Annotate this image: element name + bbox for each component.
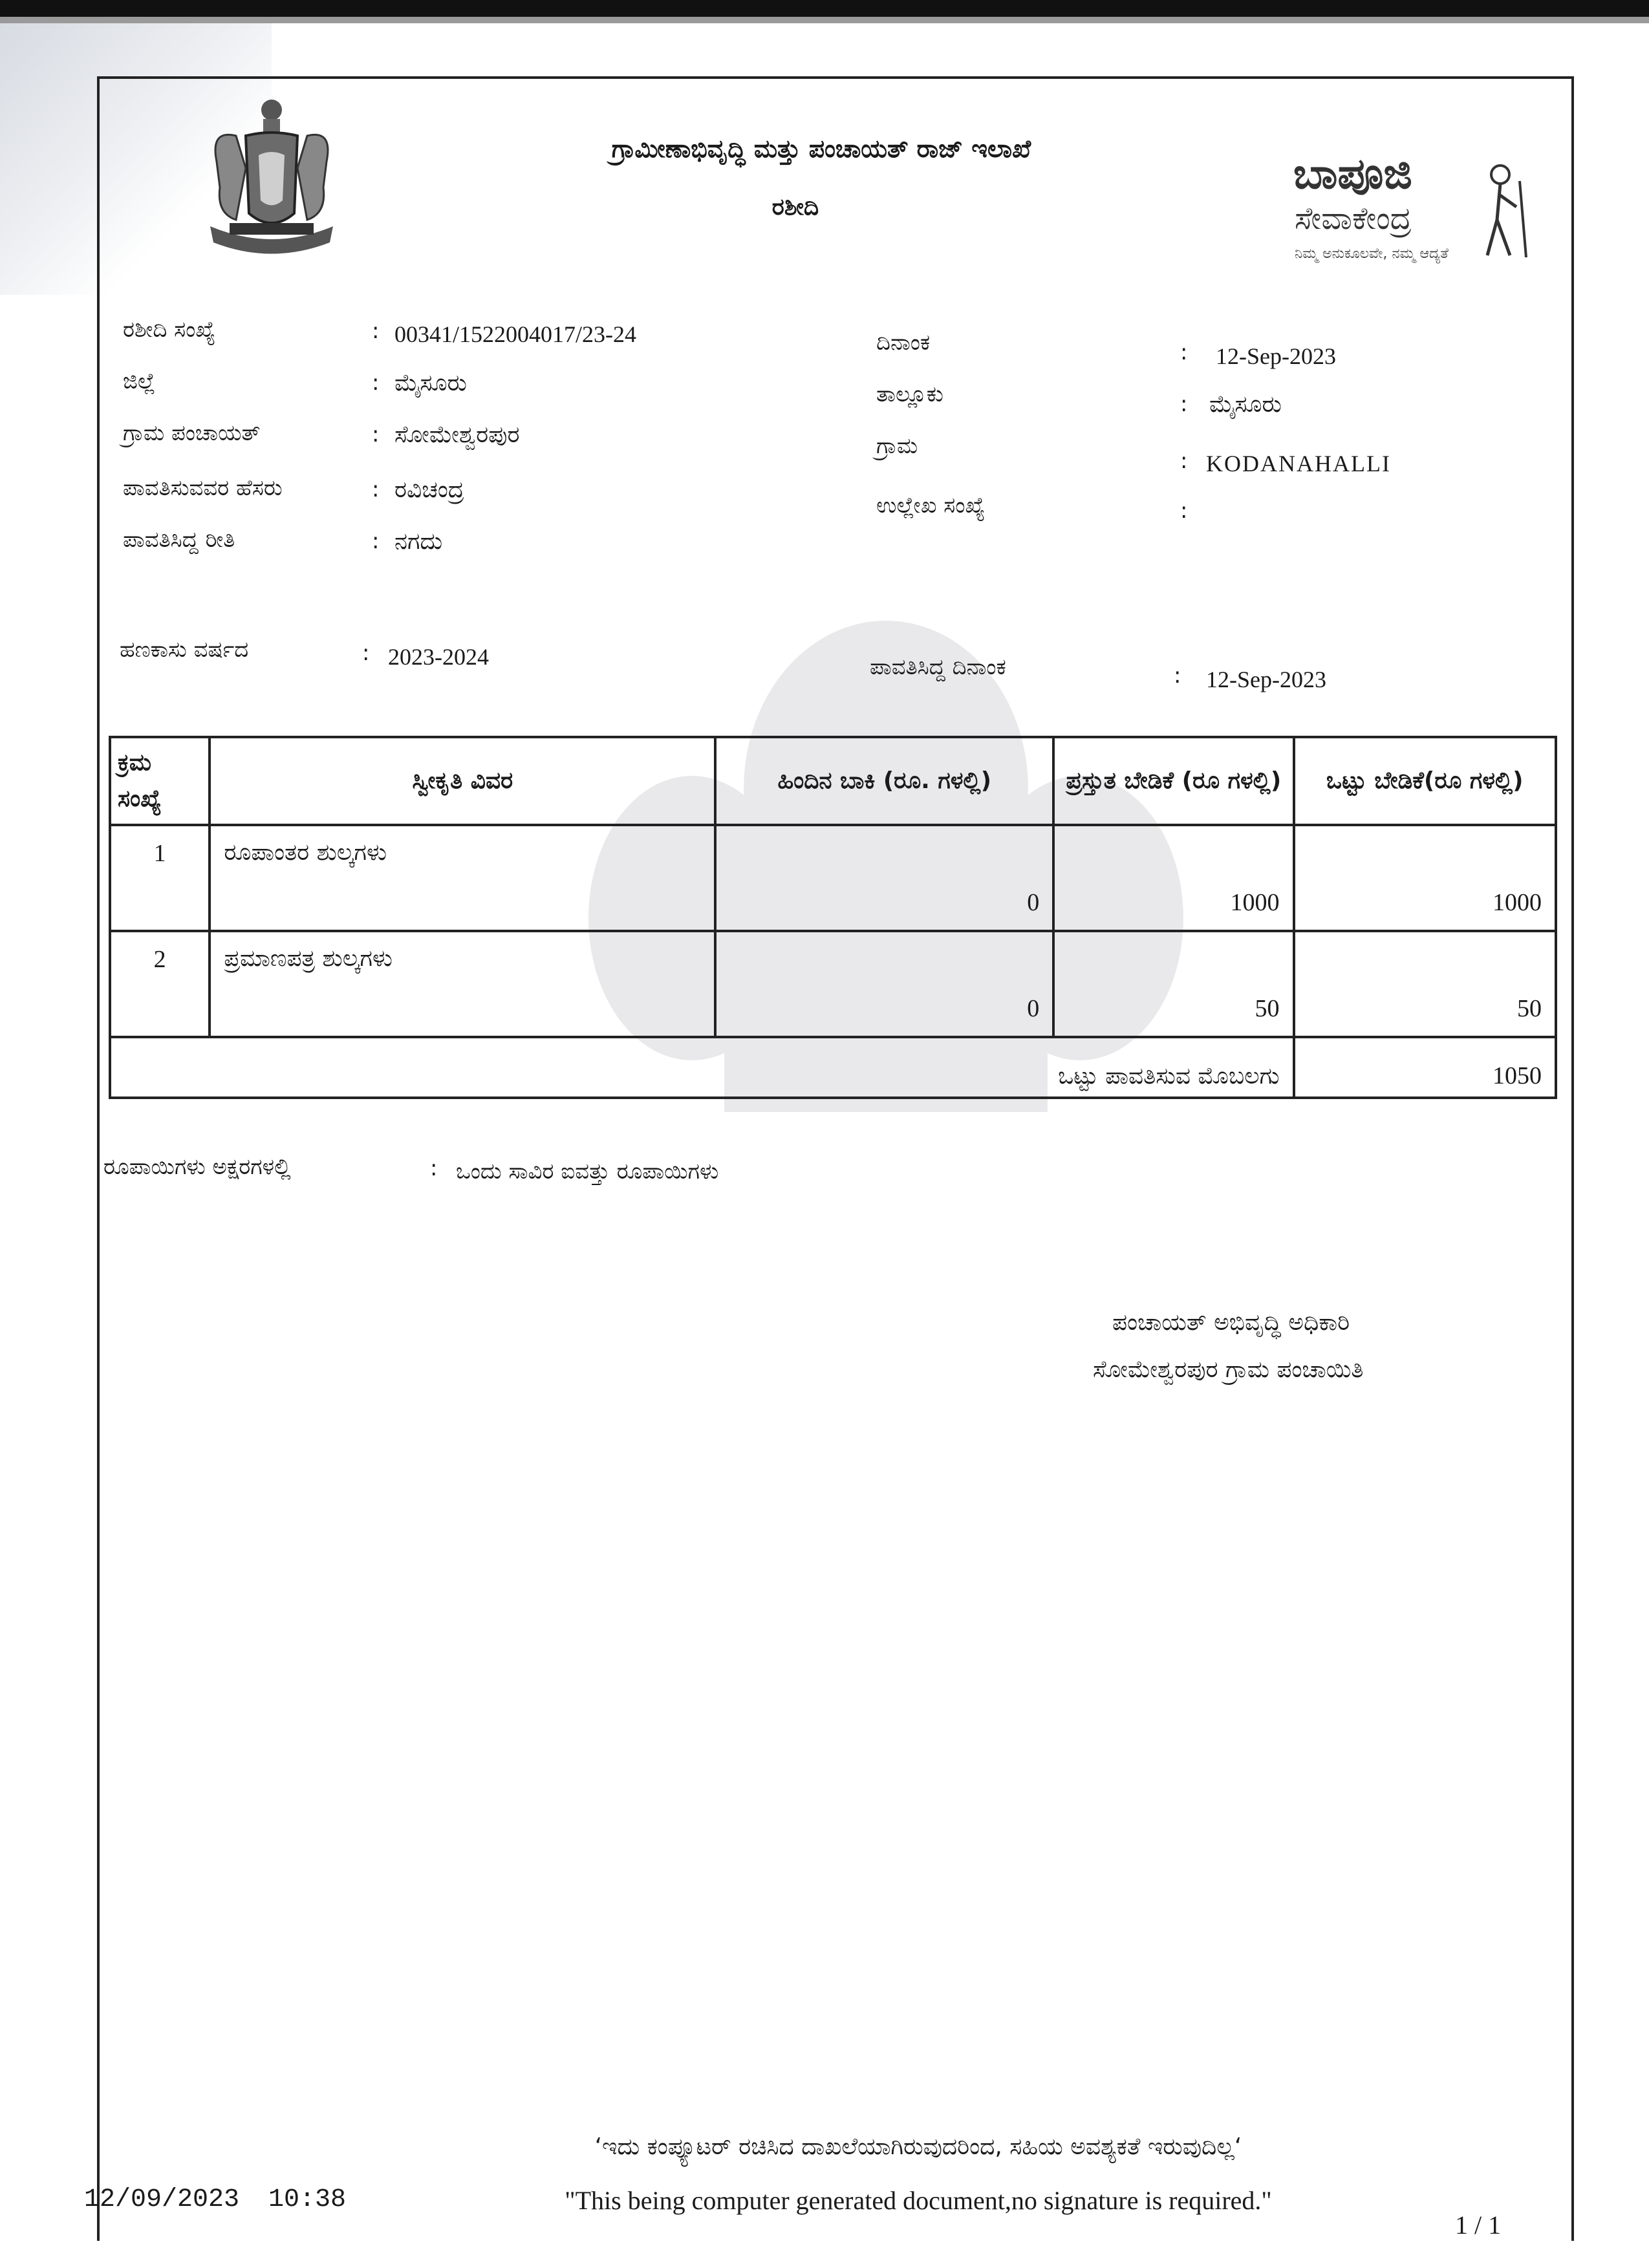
colon: :	[372, 476, 380, 502]
date-value: 12-Sep-2023	[1216, 343, 1336, 369]
colon: :	[1180, 391, 1188, 417]
district-label: ಜಿಲ್ಲೆ	[123, 369, 156, 394]
description-header: ಸ್ವೀಕೃತಿ ವಿವರ	[210, 737, 715, 825]
colon: :	[1180, 498, 1188, 524]
district-value: ಮೈಸೂರು	[394, 370, 467, 396]
row-description: ಪ್ರಮಾಣಪತ್ರ ಶುಲ್ಕಗಳು	[210, 931, 715, 1037]
colon: :	[372, 422, 380, 447]
department-title: ಗ್ರಾಮೀಣಾಭಿವೃದ್ಧಿ ಮತ್ತು ಪಂಚಾಯತ್ ರಾಜ್ ಇಲಾಖೆ	[611, 134, 1031, 163]
village-label: ಗ್ರಾಮ	[876, 433, 918, 459]
logo-line1: ಬಾಪೂಜಿ	[1293, 149, 1412, 198]
bapuji-seva-kendra-logo	[1287, 149, 1558, 278]
print-date: 12/09/2023	[84, 2185, 240, 2214]
total-demand-header: ಒಟ್ಟು ಬೇಡಿಕೆ(ರೂ ಗಳಲ್ಲಿ)	[1294, 737, 1556, 825]
table-row	[110, 931, 1556, 1037]
signatory-office: ಸೋಮೇಶ್ವರಪುರ ಗ್ರಾಮ ಪಂಚಾಯಿತಿ	[1093, 1356, 1364, 1383]
logo-line2: ಸೇವಾಕೇಂದ್ರ	[1295, 200, 1412, 237]
payer-name-value: ರವಿಚಂದ್ರ	[394, 476, 464, 503]
row-previous: 0	[715, 825, 1053, 931]
scan-edge	[0, 0, 1649, 17]
page-number: 1 / 1	[1455, 2210, 1502, 2240]
row-description: ರೂಪಾಂತರ ಶುಲ್ಕಗಳು	[210, 825, 715, 931]
previous-balance-header: ಹಿಂದಿನ ಬಾಕಿ (ರೂ. ಗಳಲ್ಲಿ)	[715, 737, 1053, 825]
colon: :	[430, 1155, 438, 1181]
date-label: ದಿನಾಂಕ	[876, 330, 931, 356]
scan-edge-shadow	[0, 17, 1649, 23]
gandhi-figure-icon	[1465, 162, 1536, 259]
colon: :	[1180, 339, 1188, 365]
village-value: KODANAHALLI	[1206, 451, 1391, 476]
payment-date-value: 12-Sep-2023	[1206, 667, 1326, 692]
row-current: 1000	[1053, 825, 1293, 931]
reference-number-label: ಉಲ್ಲೇಖ ಸಂಖ್ಯೆ	[876, 493, 986, 519]
payment-date-label: ಪಾವತಿಸಿದ್ದ ದಿನಾಂಕ	[870, 654, 1006, 680]
amount-in-words-value: ಒಂದು ಸಾವಿರ ಐವತ್ತು ರೂಪಾಯಿಗಳು	[456, 1159, 719, 1184]
colon: :	[1180, 448, 1188, 474]
receipt-number-value: 00341/1522004017/23-24	[394, 321, 636, 347]
row-total: 50	[1294, 931, 1556, 1037]
serial-number-header: ಕ್ರಮ ಸಂಖ್ಯೆ	[110, 737, 210, 825]
payer-name-label: ಪಾವತಿಸುವವರ ಹೆಸರು	[123, 475, 283, 501]
financial-year-value: 2023-2024	[388, 644, 489, 670]
grand-total-row	[110, 1037, 1556, 1098]
grand-total-label: ಒಟ್ಟು ಪಾವತಿಸುವ ಮೊಬಲಗು	[110, 1037, 1294, 1098]
row-total: 1000	[1294, 825, 1556, 931]
colon: :	[1174, 663, 1181, 689]
row-serial: 2	[110, 931, 210, 1037]
taluk-value: ಮೈಸೂರು	[1209, 391, 1282, 418]
logo-tagline: ನಿಮ್ಮ ಅನುಕೂಲವೇ, ನಮ್ಮ ಆದ್ಯತೆ	[1295, 246, 1449, 262]
current-demand-header: ಪ್ರಸ್ತುತ ಬೇಡಿಕೆ (ರೂ ಗಳಲ್ಲಿ)	[1053, 737, 1293, 825]
gram-panchayat-label: ಗ್ರಾಮ ಪಂಚಾಯತ್	[123, 420, 261, 446]
footer-note-english: "This being computer generated document,no signature is required."	[565, 2186, 1272, 2215]
row-current: 50	[1053, 931, 1293, 1037]
payment-mode-value: ನಗದು	[394, 528, 443, 555]
footer-note-kannada: ‘ಇದು ಕಂಪ್ಯೂಟರ್ ರಚಿಸಿದ ದಾಖಲೆಯಾಗಿರುವುದರಿಂದ, ಸಹಿಯ ಅವಶ್ಯಕತೆ ಇರುವುದಿಲ್ಲ‘	[594, 2134, 1242, 2160]
colon: :	[372, 370, 380, 396]
grand-total-value: 1050	[1294, 1037, 1556, 1098]
gram-panchayat-value: ಸೋಮೇಶ್ವರಪುರ	[394, 422, 520, 448]
print-time: 10:38	[268, 2185, 347, 2214]
receipt-title: ರಶೀದಿ	[771, 194, 819, 220]
receipt-number-label: ರಶೀದಿ ಸಂಖ್ಯೆ	[123, 317, 216, 343]
amount-in-words-label: ರೂಪಾಯಿಗಳು ಅಕ್ಷರಗಳಲ್ಲಿ	[103, 1154, 291, 1180]
table-row	[110, 825, 1556, 931]
karnataka-emblem-icon	[191, 91, 352, 265]
row-previous: 0	[715, 931, 1053, 1037]
financial-year-label: ಹಣಕಾಸು ವರ್ಷದ	[120, 637, 249, 663]
colon: :	[362, 640, 370, 666]
signatory-designation: ಪಂಚಾಯತ್ ಅಭಿವೃದ್ಧಿ ಅಧಿಕಾರಿ	[1112, 1309, 1350, 1336]
taluk-label: ತಾಲ್ಲೂಕು	[876, 381, 943, 407]
colon: :	[372, 528, 380, 554]
fee-table	[109, 736, 1557, 1099]
payment-mode-label: ಪಾವತಿಸಿದ್ದ ರೀತಿ	[123, 527, 235, 553]
colon: :	[372, 318, 380, 344]
table-header-row	[110, 737, 1556, 825]
row-serial: 1	[110, 825, 210, 931]
